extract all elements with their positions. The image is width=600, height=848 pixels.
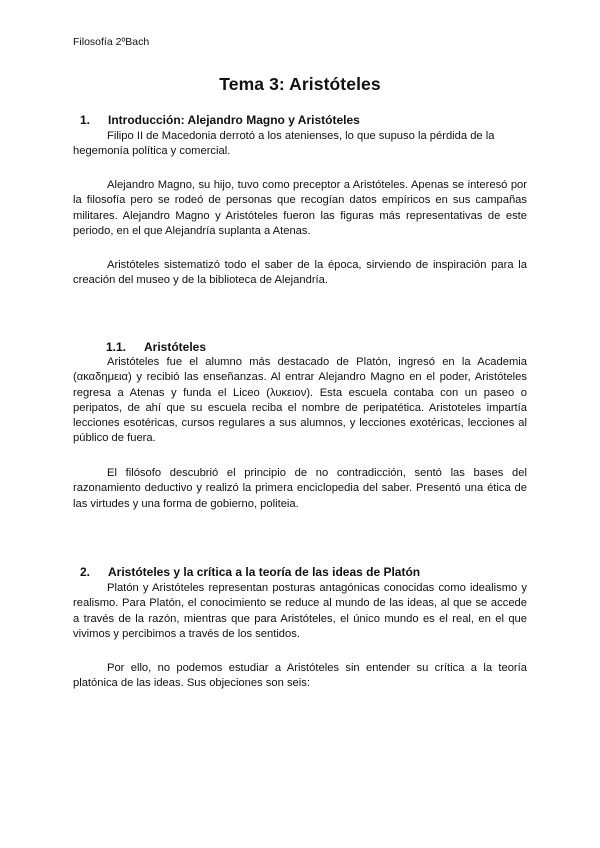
- paragraph: Alejandro Magno, su hijo, tuvo como preceptor a Aristóteles. Apenas se interesó por la filosofía pero se rodeó de personas que recogían datos empíricos en sus campañas militares. Alejandro Magno y Aristóteles fueron las figuras más representativas de este periodo, en el que Alejandría suplanta a Atenas.: [73, 179, 527, 237]
- section-heading-1: [80, 113, 360, 127]
- paragraph: Filipo II de Macedonia derrotó a los atenienses, lo que supuso la pérdida de la hegemonía política y comercial.: [73, 130, 495, 158]
- paragraph: Platón y Aristóteles representan posturas antagónicas conocidas como idealismo y realismo. Para Platón, el conocimiento se reduce al mundo de las ideas, al que se accede a través de la razón, mientras que para Aristóteles, el único mundo es el real, en el que vivimos y percibimos a través de los sentidos.: [73, 582, 527, 640]
- section-title: Aristóteles: [144, 340, 207, 354]
- page-header: Filosofía 2ºBach: [73, 36, 150, 48]
- section-number: 1.: [80, 113, 91, 127]
- paragraph: Aristóteles fue el alumno más destacado de Platón, ingresó en la Academia (ακαδημεια) y recibió las enseñanzas. Al entrar Alejandro Magno en el poder, Aristóteles regresa a Atenas y funda el Liceo (λυκειον). Esta escuela contaba con un paseo o peripatos, de ahí que su escuela reciba el nombre de peripatética. Aristoteles impartía lecciones esotéricas, cursos regulares a sus alumnos, y lecciones exotéricas, lecciones al público de fuera.: [73, 356, 527, 445]
- section-number: 1.1.: [106, 340, 127, 354]
- section-title: Introducción: Alejandro Magno y Aristóteles: [108, 113, 360, 127]
- paragraph: El filósofo descubrió el principio de no contradicción, sentó las bases del razonamiento deductivo y realizó la primera enciclopedia del saber. Presentó una ética de las virtudes y una forma de gobierno, politeia.: [73, 467, 527, 510]
- paragraph: Aristóteles sistematizó todo el saber de la época, sirviendo de inspiración para la creación del museo y de la biblioteca de Alejandría.: [73, 259, 527, 287]
- section-heading-2: [80, 565, 420, 579]
- paragraph: Por ello, no podemos estudiar a Aristóteles sin entender su crítica a la teoría platónica de las ideas. Sus objeciones son seis:: [73, 662, 527, 690]
- document-title: Tema 3: Aristóteles: [219, 74, 381, 94]
- section-title: Aristóteles y la crítica a la teoría de las ideas de Platón: [108, 565, 421, 579]
- section-number: 2.: [80, 565, 91, 579]
- section-heading-1-1: [106, 340, 206, 354]
